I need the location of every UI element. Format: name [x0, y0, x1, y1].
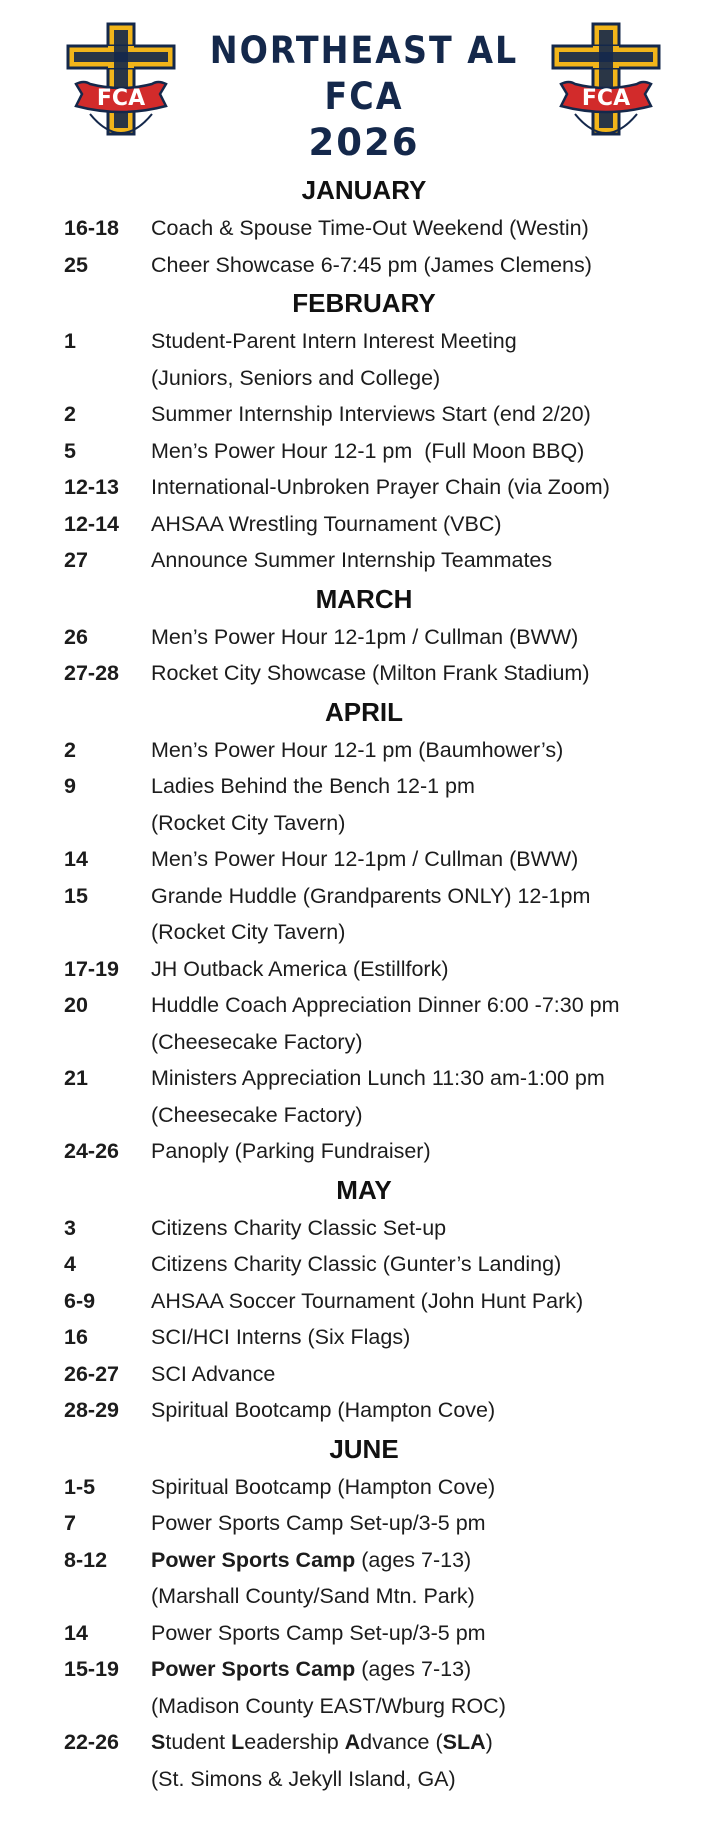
event-desc-detail: (Cheesecake Factory): [151, 1102, 363, 1127]
event-desc: Ladies Behind the Bench 12-1 pm: [151, 774, 475, 798]
event-row: [0, 1319, 728, 1356]
event-desc: Power Sports Camp Set-up/3-5 pm: [151, 1511, 486, 1535]
event-row-continued: [0, 1761, 728, 1798]
event-date: 5: [64, 438, 76, 463]
event-date: 14: [64, 847, 88, 871]
event-row: [0, 1615, 728, 1652]
event-desc: Rocket City Showcase (Milton Frank Stadium): [151, 661, 590, 685]
event-desc: International-Unbroken Prayer Chain (via Zoom): [151, 475, 610, 499]
month-heading-april: APRIL: [325, 696, 403, 727]
event-row: [0, 247, 728, 284]
event-date: 14: [64, 1620, 88, 1645]
event-desc-detail: (Rocket City Tavern): [151, 920, 346, 944]
event-row: [0, 768, 728, 805]
event-desc: Grande Huddle (Grandparents ONLY) 12-1pm: [151, 883, 591, 908]
event-desc: Spiritual Bootcamp (Hampton Cove): [151, 1398, 496, 1422]
event-desc-rest: ): [485, 1730, 493, 1754]
event-row: [0, 542, 728, 579]
event-row: [0, 1505, 728, 1542]
event-date: 4: [64, 1252, 76, 1276]
event-date: 22-26: [64, 1730, 119, 1754]
event-desc-rest: (ages 7-13): [355, 1657, 472, 1681]
event-row: [0, 469, 728, 506]
event-date: 17-19: [64, 956, 119, 981]
event-desc: JH Outback America (Estillfork): [151, 956, 449, 981]
event-row-continued: [0, 1024, 728, 1061]
event-date: 27: [64, 548, 88, 572]
event-date: 2: [64, 737, 76, 762]
event-row: [0, 1392, 728, 1429]
event-date: 8-12: [64, 1547, 108, 1572]
event-desc: SCI/HCI Interns (Six Flags): [151, 1325, 411, 1349]
event-row: [0, 841, 728, 878]
month-heading-january: JANUARY: [301, 175, 427, 205]
event-date: 16: [64, 1325, 88, 1349]
event-desc-detail: (Rocket City Tavern): [151, 810, 346, 835]
event-row: [0, 1283, 728, 1320]
event-date: 20: [64, 993, 88, 1017]
event-date: 15: [64, 883, 88, 908]
event-date: 25: [64, 252, 88, 277]
month-heading-may: MAY: [336, 1174, 392, 1205]
calendar-content: [0, 170, 728, 1797]
event-row-continued: [0, 1097, 728, 1134]
event-desc-rest: eadership: [244, 1730, 345, 1754]
event-date: 28-29: [64, 1398, 119, 1422]
event-row: [0, 655, 728, 692]
event-row-continued: [0, 805, 728, 842]
event-desc: Citizens Charity Classic Set-up: [151, 1215, 447, 1240]
event-desc-bold: S: [151, 1730, 166, 1754]
event-desc: Spiritual Bootcamp (Hampton Cove): [151, 1474, 496, 1499]
fca-logo-left: [60, 22, 182, 152]
event-row-continued: [0, 1688, 728, 1725]
event-date: 9: [64, 774, 76, 798]
event-desc: Men’s Power Hour 12-1 pm (Baumhower’s): [151, 737, 564, 762]
event-row: [0, 1246, 728, 1283]
event-desc-detail: (Cheesecake Factory): [151, 1029, 363, 1054]
event-row: [0, 1542, 728, 1579]
event-row: [0, 1651, 728, 1688]
event-row: [0, 1469, 728, 1506]
event-date: 1-5: [64, 1474, 96, 1499]
event-date: 16-18: [64, 216, 119, 240]
event-desc: Ministers Appreciation Lunch 11:30 am-1:00 pm: [151, 1066, 605, 1090]
month-heading-june: JUNE: [329, 1433, 399, 1464]
event-row: [0, 323, 728, 360]
event-row: [0, 1210, 728, 1247]
event-desc-rest: dvance (: [360, 1730, 443, 1754]
title-org: NORTHEAST AL FCA: [209, 29, 519, 118]
event-row: [0, 732, 728, 769]
event-desc: [151, 1542, 471, 1579]
event-desc: Men’s Power Hour 12-1 pm (Full Moon BBQ): [151, 438, 585, 463]
event-date: 3: [64, 1215, 76, 1240]
event-date: 15-19: [64, 1657, 119, 1681]
event-row: [0, 396, 728, 433]
event-desc: SCI Advance: [151, 1361, 276, 1386]
page-title: [180, 28, 548, 166]
event-desc: Cheer Showcase 6-7:45 pm (James Clemens): [151, 252, 592, 277]
event-row-continued: [0, 914, 728, 951]
event-row: [0, 1724, 728, 1761]
event-desc-bold: A: [344, 1730, 361, 1754]
event-desc-detail: (Juniors, Seniors and College): [151, 365, 441, 390]
event-date: 2: [64, 402, 76, 426]
event-date: 6-9: [64, 1288, 96, 1313]
event-desc-bold: Power Sports Camp: [151, 1547, 356, 1572]
event-desc-bold: SLA: [442, 1730, 486, 1754]
event-desc: Panoply (Parking Fundraiser): [151, 1139, 431, 1163]
event-row: [0, 987, 728, 1024]
event-row-continued: [0, 1578, 728, 1615]
event-desc: [151, 1724, 493, 1761]
event-desc-detail: (St. Simons & Jekyll Island, GA): [151, 1766, 456, 1791]
event-desc: AHSAA Wrestling Tournament (VBC): [151, 511, 502, 536]
event-row: [0, 433, 728, 470]
event-desc: Men’s Power Hour 12-1pm / Cullman (BWW): [151, 624, 579, 649]
header: [0, 0, 728, 170]
event-desc-rest: tudent: [165, 1730, 232, 1754]
event-desc: Huddle Coach Appreciation Dinner 6:00 -7:30 pm: [151, 993, 620, 1017]
event-row: [0, 210, 728, 247]
event-row: [0, 951, 728, 988]
event-row: [0, 1133, 728, 1170]
month-heading-march: MARCH: [315, 583, 413, 614]
fca-logo-right: [545, 22, 667, 152]
event-desc-detail: (Madison County EAST/Wburg ROC): [151, 1693, 506, 1718]
event-desc: [151, 1651, 471, 1688]
svg-text:FCA: FCA: [96, 86, 146, 111]
event-row: [0, 619, 728, 656]
event-desc: Summer Internship Interviews Start (end 2/20): [151, 402, 591, 426]
svg-text:FCA: FCA: [581, 86, 631, 111]
event-desc-detail: (Marshall County/Sand Mtn. Park): [151, 1584, 475, 1608]
event-date: 7: [64, 1511, 76, 1535]
event-row-continued: [0, 360, 728, 397]
event-row: [0, 1060, 728, 1097]
event-desc: AHSAA Soccer Tournament (John Hunt Park): [151, 1288, 584, 1313]
event-desc: Student-Parent Intern Interest Meeting: [151, 329, 517, 353]
event-date: 26: [64, 624, 88, 649]
event-row: [0, 506, 728, 543]
event-desc: Announce Summer Internship Teammates: [151, 548, 553, 572]
event-date: 12-13: [64, 475, 119, 499]
event-desc-bold: Power Sports Camp: [151, 1657, 356, 1681]
event-desc: Citizens Charity Classic (Gunter’s Landing): [151, 1252, 562, 1276]
event-date: 27-28: [64, 661, 119, 685]
event-desc-bold: L: [231, 1730, 245, 1754]
event-date: 26-27: [64, 1361, 119, 1386]
event-date: 24-26: [64, 1139, 119, 1163]
event-desc-rest: (ages 7-13): [355, 1547, 472, 1572]
event-row: [0, 1356, 728, 1393]
event-desc: Coach & Spouse Time-Out Weekend (Westin): [151, 216, 589, 240]
title-year: 2026: [308, 121, 420, 164]
month-heading-february: FEBRUARY: [292, 288, 436, 318]
event-row: [0, 878, 728, 915]
event-date: 21: [64, 1066, 88, 1090]
event-date: 12-14: [64, 511, 119, 536]
event-desc: Men’s Power Hour 12-1pm / Cullman (BWW): [151, 847, 579, 871]
event-desc: Power Sports Camp Set-up/3-5 pm: [151, 1620, 486, 1645]
event-date: 1: [64, 329, 76, 353]
